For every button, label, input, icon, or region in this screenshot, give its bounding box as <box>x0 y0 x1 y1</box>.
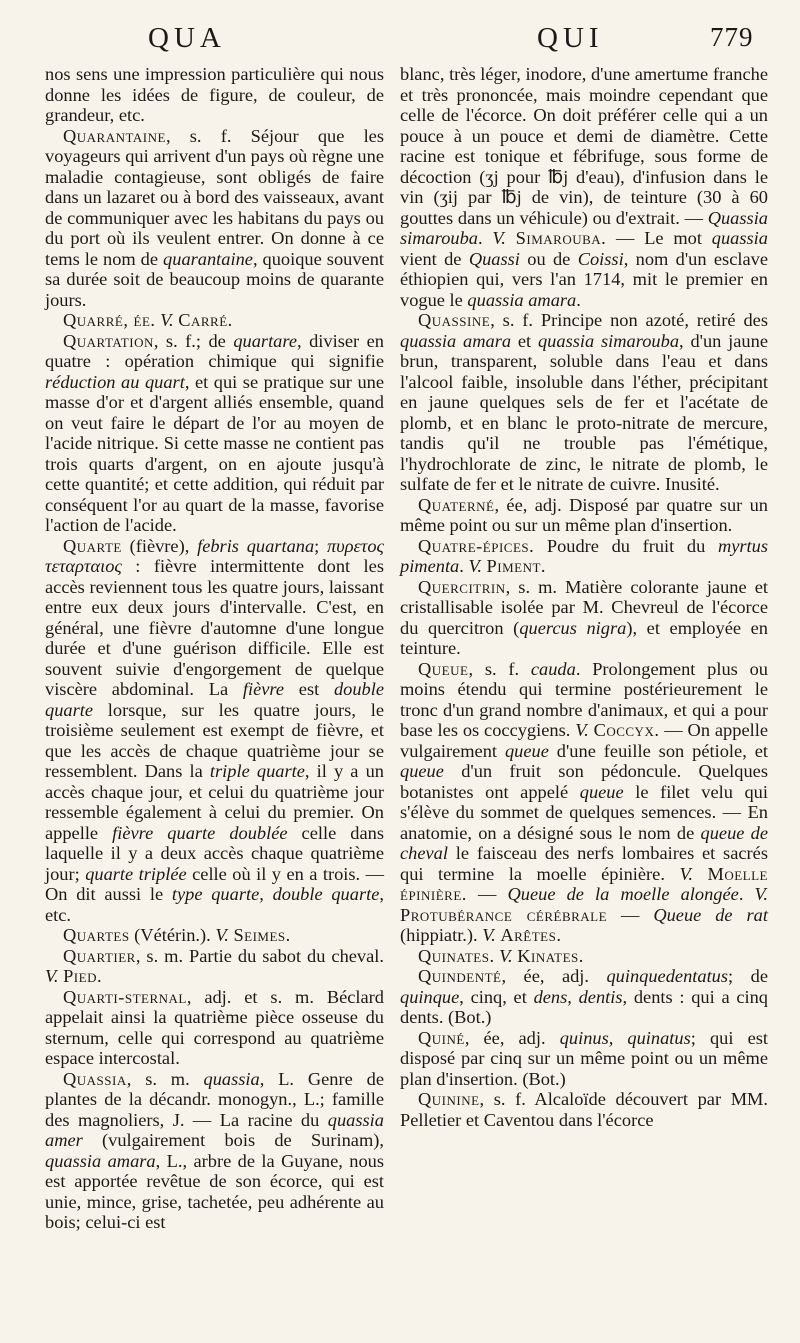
italic-term: Queue de la moelle alongée <box>507 884 739 904</box>
entry-headword: Quarte <box>63 535 122 556</box>
dictionary-entry <box>400 495 768 536</box>
entry-text: , il y a un accès chaque jour, et celui du quatrième jour ressemble également à celui du premier. On appelle <box>45 761 384 843</box>
entry-text: . Prolongement plus ou moins étendu qui termine postérieurement le tronc d'un grand nombre d'animaux, et qui a pour base les os coccygiens. <box>400 658 768 740</box>
italic-term: V. <box>499 945 513 966</box>
entry-text: , dents : qui a cinq dents. (Bot.) <box>400 986 768 1027</box>
italic-term: type quarte, double quarte <box>171 884 380 904</box>
entry-text: blanc, très léger, inodore, d'une amertume franche et très prononcée, mais moindre cependant que celle de l'écorce. On doit préférer celle qui a un pouce à un pouce et demi de diamètre. Cette racine est tonique et fébrifuge, sous forme de décoction (ʒj pour ℔j d'eau), d'infusion dans le vin (ʒij par ℔j de vin), de teinture (30 à 60 gouttes dans un véhicule) ou d'extrait. — <box>400 64 768 228</box>
dictionary-entry <box>400 946 768 967</box>
italic-term: Queue de rat <box>653 904 768 925</box>
entry-headword: Queue <box>418 658 469 679</box>
italic-term: quercus nigra <box>519 617 627 638</box>
dictionary-entry <box>45 64 384 126</box>
dictionary-entry <box>45 536 384 926</box>
italic-term: πυρετος τεταρταιος <box>45 535 385 576</box>
italic-term: quinus, quinatus <box>559 1027 691 1048</box>
italic-term: queue de cheval <box>400 822 769 863</box>
entry-text: , d'un jaune brun, transparent, soluble dans l'eau et dans l'alcool faible, insoluble dans l'éther, précipitant en jaune quelques sels de fer et l'acétate de plomb, et en blanc le proto-nitrate de mercure, tandis qu'il ne trouble pas l'émétique, l'hydrochlorate de zinc, le nitrate de plomb, le sulfate de fer et le nitrate de cuivre. Inusité. <box>400 330 768 494</box>
italic-term: quartare <box>233 330 298 351</box>
entry-text: celle où il y en a trois. — On dit aussi le <box>45 863 384 904</box>
header-right-word: QUI <box>537 22 604 54</box>
italic-term: triple quarte <box>209 761 305 781</box>
entry-text: (vulgairement bois de Surinam), <box>82 1130 384 1150</box>
italic-term: queue <box>579 781 624 802</box>
entry-headword: Carré. <box>178 310 233 330</box>
entry-text: , etc. <box>45 884 384 925</box>
entry-text: . <box>478 228 493 248</box>
italic-term: V. <box>575 720 589 740</box>
entry-text: vient de <box>400 248 469 269</box>
entry-headword: Quindenté <box>418 966 502 986</box>
entry-headword: Piment. <box>486 556 547 576</box>
entry-text: ou de <box>519 248 578 269</box>
entry-text: , L., arbre de la Guyane, nous est apportée revêtue de son écorce, qui est unie, mince, grise, tachetée, peu adhérente au bois; celui-ci est <box>45 1150 385 1232</box>
italic-term: quassia amara <box>400 330 512 351</box>
dictionary-entry <box>400 577 768 659</box>
italic-term: quinquedentatus <box>606 966 729 986</box>
dictionary-entry <box>45 331 384 536</box>
italic-term: V. <box>754 884 768 904</box>
entry-text: , quoique souvent sa durée soit de beaucoup moins de quarante jours. <box>45 248 384 310</box>
entry-text: , s. f. Alcaloïde découvert par MM. Pelletier et Caventou dans l'écorce <box>400 1089 768 1130</box>
dictionary-entry <box>400 659 768 946</box>
entry-text: , s. m. <box>126 1068 204 1089</box>
entry-headword: Quassine <box>418 310 491 330</box>
entry-headword: Quartes <box>63 925 130 945</box>
entry-headword: Quatre-épices. <box>418 535 535 556</box>
dictionary-entry <box>45 987 384 1069</box>
header-left-word: QUA <box>148 22 226 54</box>
dictionary-entry <box>400 310 768 495</box>
italic-term: V. <box>482 925 496 945</box>
italic-term: queue <box>400 761 444 781</box>
entry-headword: Quaterné <box>418 494 495 515</box>
entry-text: (hippiatr.). <box>400 925 483 945</box>
entry-text: , et qui se pratique sur une masse d'or et d'argent alliés ensemble, quand on veut faire le départ de l'or au moyen de l'acide nitrique. Si cette masse ne contient pas trois quarts d'argent, on en ajoute jusqu'à cette quantité; et cette addition, qui réduit par conséquent l'or au quart de la masse, favorise l'action de l'acide. <box>45 371 385 535</box>
italic-term: quassia amara <box>45 1150 156 1171</box>
entry-headword: Moelle épinière. <box>400 863 768 904</box>
italic-term: fièvre <box>242 679 285 699</box>
entry-text: . <box>738 884 755 904</box>
entry-headword: Protubérance cérébrale <box>400 904 608 925</box>
italic-term: quassia <box>203 1068 260 1089</box>
entry-text: — On appelle vulgairement <box>400 720 768 761</box>
entry-text: ; qui est disposé par cinq sur un même point ou un même plan d'insertion. (Bot.) <box>400 1027 768 1089</box>
entry-headword: Quarantaine <box>63 125 166 146</box>
entry-text: — Le mot <box>606 228 712 248</box>
right-column <box>400 64 768 1130</box>
italic-term: quinque <box>400 986 460 1007</box>
entry-text: d'un fruit son pédoncule. Quelques botanistes ont appelé <box>400 761 768 802</box>
running-header <box>0 22 800 66</box>
entry-text: . <box>576 289 581 310</box>
dictionary-entry <box>400 64 768 310</box>
entry-headword: Quercitrin <box>418 576 506 597</box>
dictionary-entry <box>45 310 384 331</box>
entry-text: , ée, adj. <box>464 1027 560 1048</box>
italic-term: V. <box>492 228 506 248</box>
entry-text: , s. m. Partie du sabot du cheval. <box>135 945 384 966</box>
entry-text: est <box>284 679 334 699</box>
entry-text: , s. f. Séjour que les voyageurs qui arrivent d'un pays où règne une maladie contagieuse, sont obligés de faire dans un lazaret ou à bord des vaisseaux, avant de communiquer avec les habitans du pays ou du port où ils veulent entrer. On donne à ce tems le nom de <box>45 125 384 269</box>
entry-headword: Seimes. <box>233 925 291 945</box>
entry-headword: Coccyx. <box>593 720 660 740</box>
italic-term: V. <box>468 556 482 576</box>
entry-text: et <box>511 330 538 351</box>
italic-term: myrtus pimenta <box>400 535 768 576</box>
entry-text: nos sens une impression particulière qui nous donne les idées de figure, de couleur, de grandeur, etc. <box>45 64 384 125</box>
dictionary-entry <box>45 946 384 987</box>
italic-term: quarantaine <box>163 248 253 269</box>
dictionary-entry <box>45 1069 384 1233</box>
italic-term: double quarte <box>45 679 384 720</box>
entry-headword: Pied. <box>63 966 103 986</box>
italic-term: febris quartana <box>197 535 315 556</box>
entry-text: , ée, adj. Disposé par quatre sur un même point ou sur un même plan d'insertion. <box>400 494 768 535</box>
entry-text: celle dans laquelle il y a deux accès chaque quatrième jour; <box>45 822 384 884</box>
entry-text: (Vétérin.). <box>129 925 216 945</box>
dictionary-entry <box>45 925 384 946</box>
entry-text <box>693 864 708 884</box>
italic-term: V. <box>215 925 229 945</box>
entry-text: , cinq, et <box>459 986 534 1007</box>
entry-headword: Quinates. <box>418 945 495 966</box>
entry-headword: Arêtes. <box>500 925 562 945</box>
italic-term: quassia simarouba <box>537 330 680 351</box>
left-column <box>45 64 384 1233</box>
dictionary-entry <box>400 536 768 577</box>
entry-headword: Quassia <box>63 1068 127 1089</box>
entry-text: — <box>607 904 654 925</box>
entry-text: . <box>459 556 469 576</box>
italic-term: V. <box>160 310 174 330</box>
entry-text: — <box>466 884 508 904</box>
entry-headword: Quarré, ée. <box>63 310 156 330</box>
entry-headword: Quinine <box>418 1089 480 1109</box>
italic-term: réduction au quart <box>45 371 185 392</box>
entry-text: : fièvre intermittente dont les accès reviennent tous les quatre jours, laissant entre eux deux jours d'intervalle. C'est, en général, une fièvre d'automne d'une longue durée et d'une guérison difficile. Elle est souvent suivie d'engorgement de quelque viscère abdominal. La <box>45 556 384 699</box>
entry-headword: Quiné <box>418 1027 465 1048</box>
italic-term: Quassi <box>468 248 520 269</box>
entry-text: Poudre du fruit du <box>534 535 718 556</box>
entry-headword: Quartation <box>63 330 154 351</box>
italic-term: V. <box>679 863 693 884</box>
entry-headword: Simarouba. <box>515 228 607 248</box>
italic-term: quassia amara <box>467 289 577 310</box>
entry-text: , diviser en quatre : opération chimique qui signifie <box>45 330 384 371</box>
italic-term: quarte triplée <box>85 863 187 884</box>
entry-text: lorsque, sur les quatre jours, le troisième seulement est exempt de fièvre, et que les accès de chaque quatrième jour se ressemblent. Dans la <box>45 699 384 781</box>
dictionary-entry <box>400 1028 768 1090</box>
italic-term: quassia amer <box>45 1109 384 1150</box>
entry-text: (fièvre), <box>121 535 198 556</box>
entry-text: , adj. et s. m. Béclard appelait ainsi la quatrième pièce osseuse du sternum, celle qui correspond au quatrième espace intercostal. <box>45 986 384 1068</box>
entry-text: ; de <box>728 966 768 986</box>
entry-headword: Quartier <box>63 945 136 966</box>
entry-text: le faisceau des nerfs lombaires et sacrés qui termine la moelle épinière. <box>400 843 768 884</box>
entry-text: , L. Genre de plantes de la décandr. monogyn., L.; famille des magnoliers, J. — La racine du <box>45 1068 384 1130</box>
italic-term: Quassia simarouba <box>400 207 768 248</box>
entry-headword: Kinates. <box>517 945 584 966</box>
entry-text: , nom d'un esclave éthiopien qui, vers l'an 1714, mit le premier en vogue le <box>400 248 769 310</box>
entry-text: , s. f. Principe non azoté, retiré des <box>490 310 768 330</box>
entry-text: , s. f. <box>468 658 531 679</box>
entry-text: le filet velu qui s'élève du sommet de quelques semences. — En anatomie, on a désigné sous le nom de <box>400 781 768 843</box>
entry-text: , s. f.; de <box>153 330 234 351</box>
entry-headword: Quarti-sternal <box>63 986 187 1007</box>
entry-text: ; <box>314 535 328 556</box>
italic-term: dens, dentis <box>533 986 623 1007</box>
entry-text: d'une feuille son pétiole, et <box>548 740 768 761</box>
page-number: 779 <box>710 22 754 52</box>
dictionary-entry <box>45 126 384 311</box>
entry-text: , ée, adj. <box>501 966 607 986</box>
dictionary-entry <box>400 1089 768 1130</box>
italic-term: Coissi <box>577 248 624 269</box>
italic-term: quassia <box>711 228 768 248</box>
entry-text: ), et employée en teinture. <box>400 617 768 658</box>
italic-term: V. <box>45 966 59 986</box>
entry-text <box>506 228 516 248</box>
italic-term: queue <box>504 740 549 761</box>
dictionary-entry <box>400 966 768 1028</box>
entry-text: , s. m. Matière colorante jaune et cristallisable isolée par M. Chevreul de l'écorce du quercitron ( <box>400 576 768 638</box>
italic-term: fièvre quarte doublée <box>112 822 288 843</box>
italic-term: cauda <box>530 658 576 679</box>
